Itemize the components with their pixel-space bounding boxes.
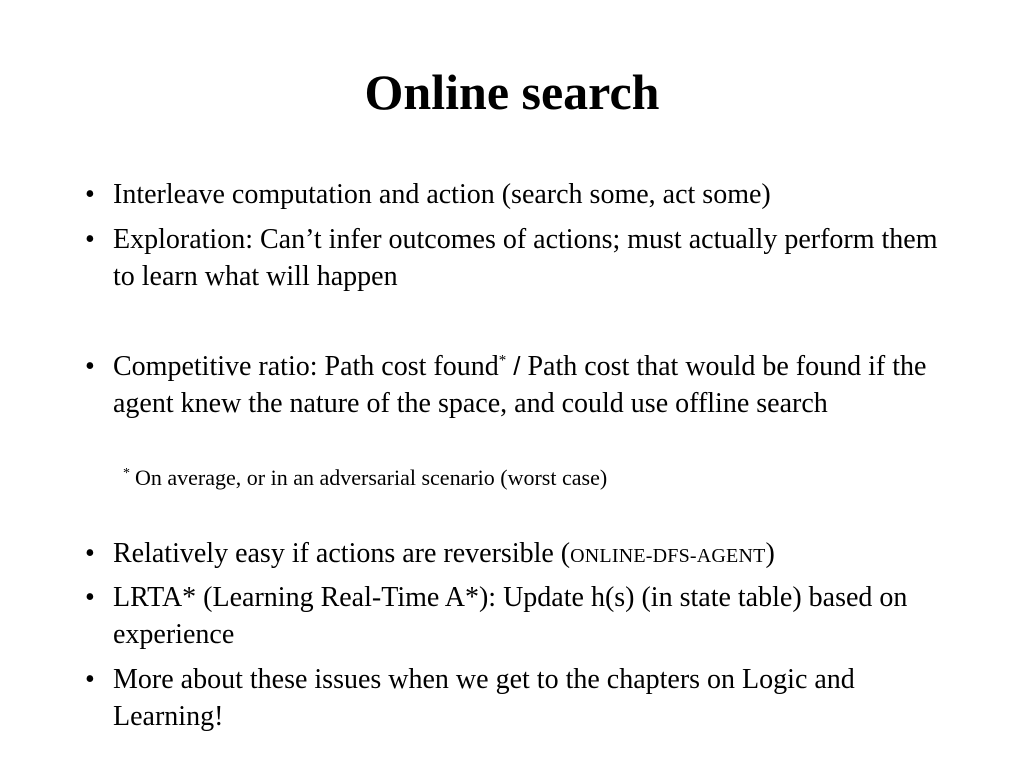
bullet-text: LRTA* (Learning Real-Time A*): Update h(s) (in state table) based on experience — [113, 582, 908, 650]
competitive-ratio-rest: Path cost that would be found if the agent knew the nature of the space, and could use offline search — [113, 351, 927, 419]
bullet-marker: • — [85, 179, 95, 210]
reversible-close: ) — [765, 538, 775, 569]
bullet-marker: • — [85, 664, 95, 695]
bullet-text — [113, 535, 945, 575]
bullet-marker: • — [85, 224, 95, 255]
footnote-mark: * — [123, 465, 130, 481]
online-dfs-agent-name: ONLINE-DFS-AGENT — [570, 545, 766, 567]
reversible-lead: Relatively easy if actions are reversible ( — [113, 538, 571, 569]
bullet-marker: • — [85, 582, 95, 613]
bullet-lrta — [85, 579, 945, 653]
competitive-ratio-lead: Competitive ratio: Path cost found — [113, 351, 499, 382]
bullet-marker: • — [85, 351, 95, 382]
footnote-text: On average, or in an adversarial scenario (worst case) — [135, 465, 608, 490]
bullet-more-about — [85, 661, 945, 735]
bullet-reversible — [85, 535, 945, 575]
bullet-interleave — [85, 176, 945, 213]
bullet-text: Exploration: Can’t infer outcomes of actions; must actually perform them to learn what will happen — [113, 224, 938, 292]
footnote — [123, 463, 607, 493]
bullet-marker: • — [85, 538, 95, 569]
slide-title: Online search — [364, 64, 660, 120]
bullet-competitive-ratio — [85, 348, 945, 422]
bullet-exploration — [85, 221, 945, 295]
ratio-slash: / — [513, 351, 521, 381]
bullet-text: More about these issues when we get to the chapters on Logic and Learning! — [113, 664, 855, 732]
bullet-text — [113, 348, 945, 422]
bullet-text: Interleave computation and action (search some, act some) — [113, 179, 771, 210]
footnote-reference-mark: * — [498, 352, 507, 369]
